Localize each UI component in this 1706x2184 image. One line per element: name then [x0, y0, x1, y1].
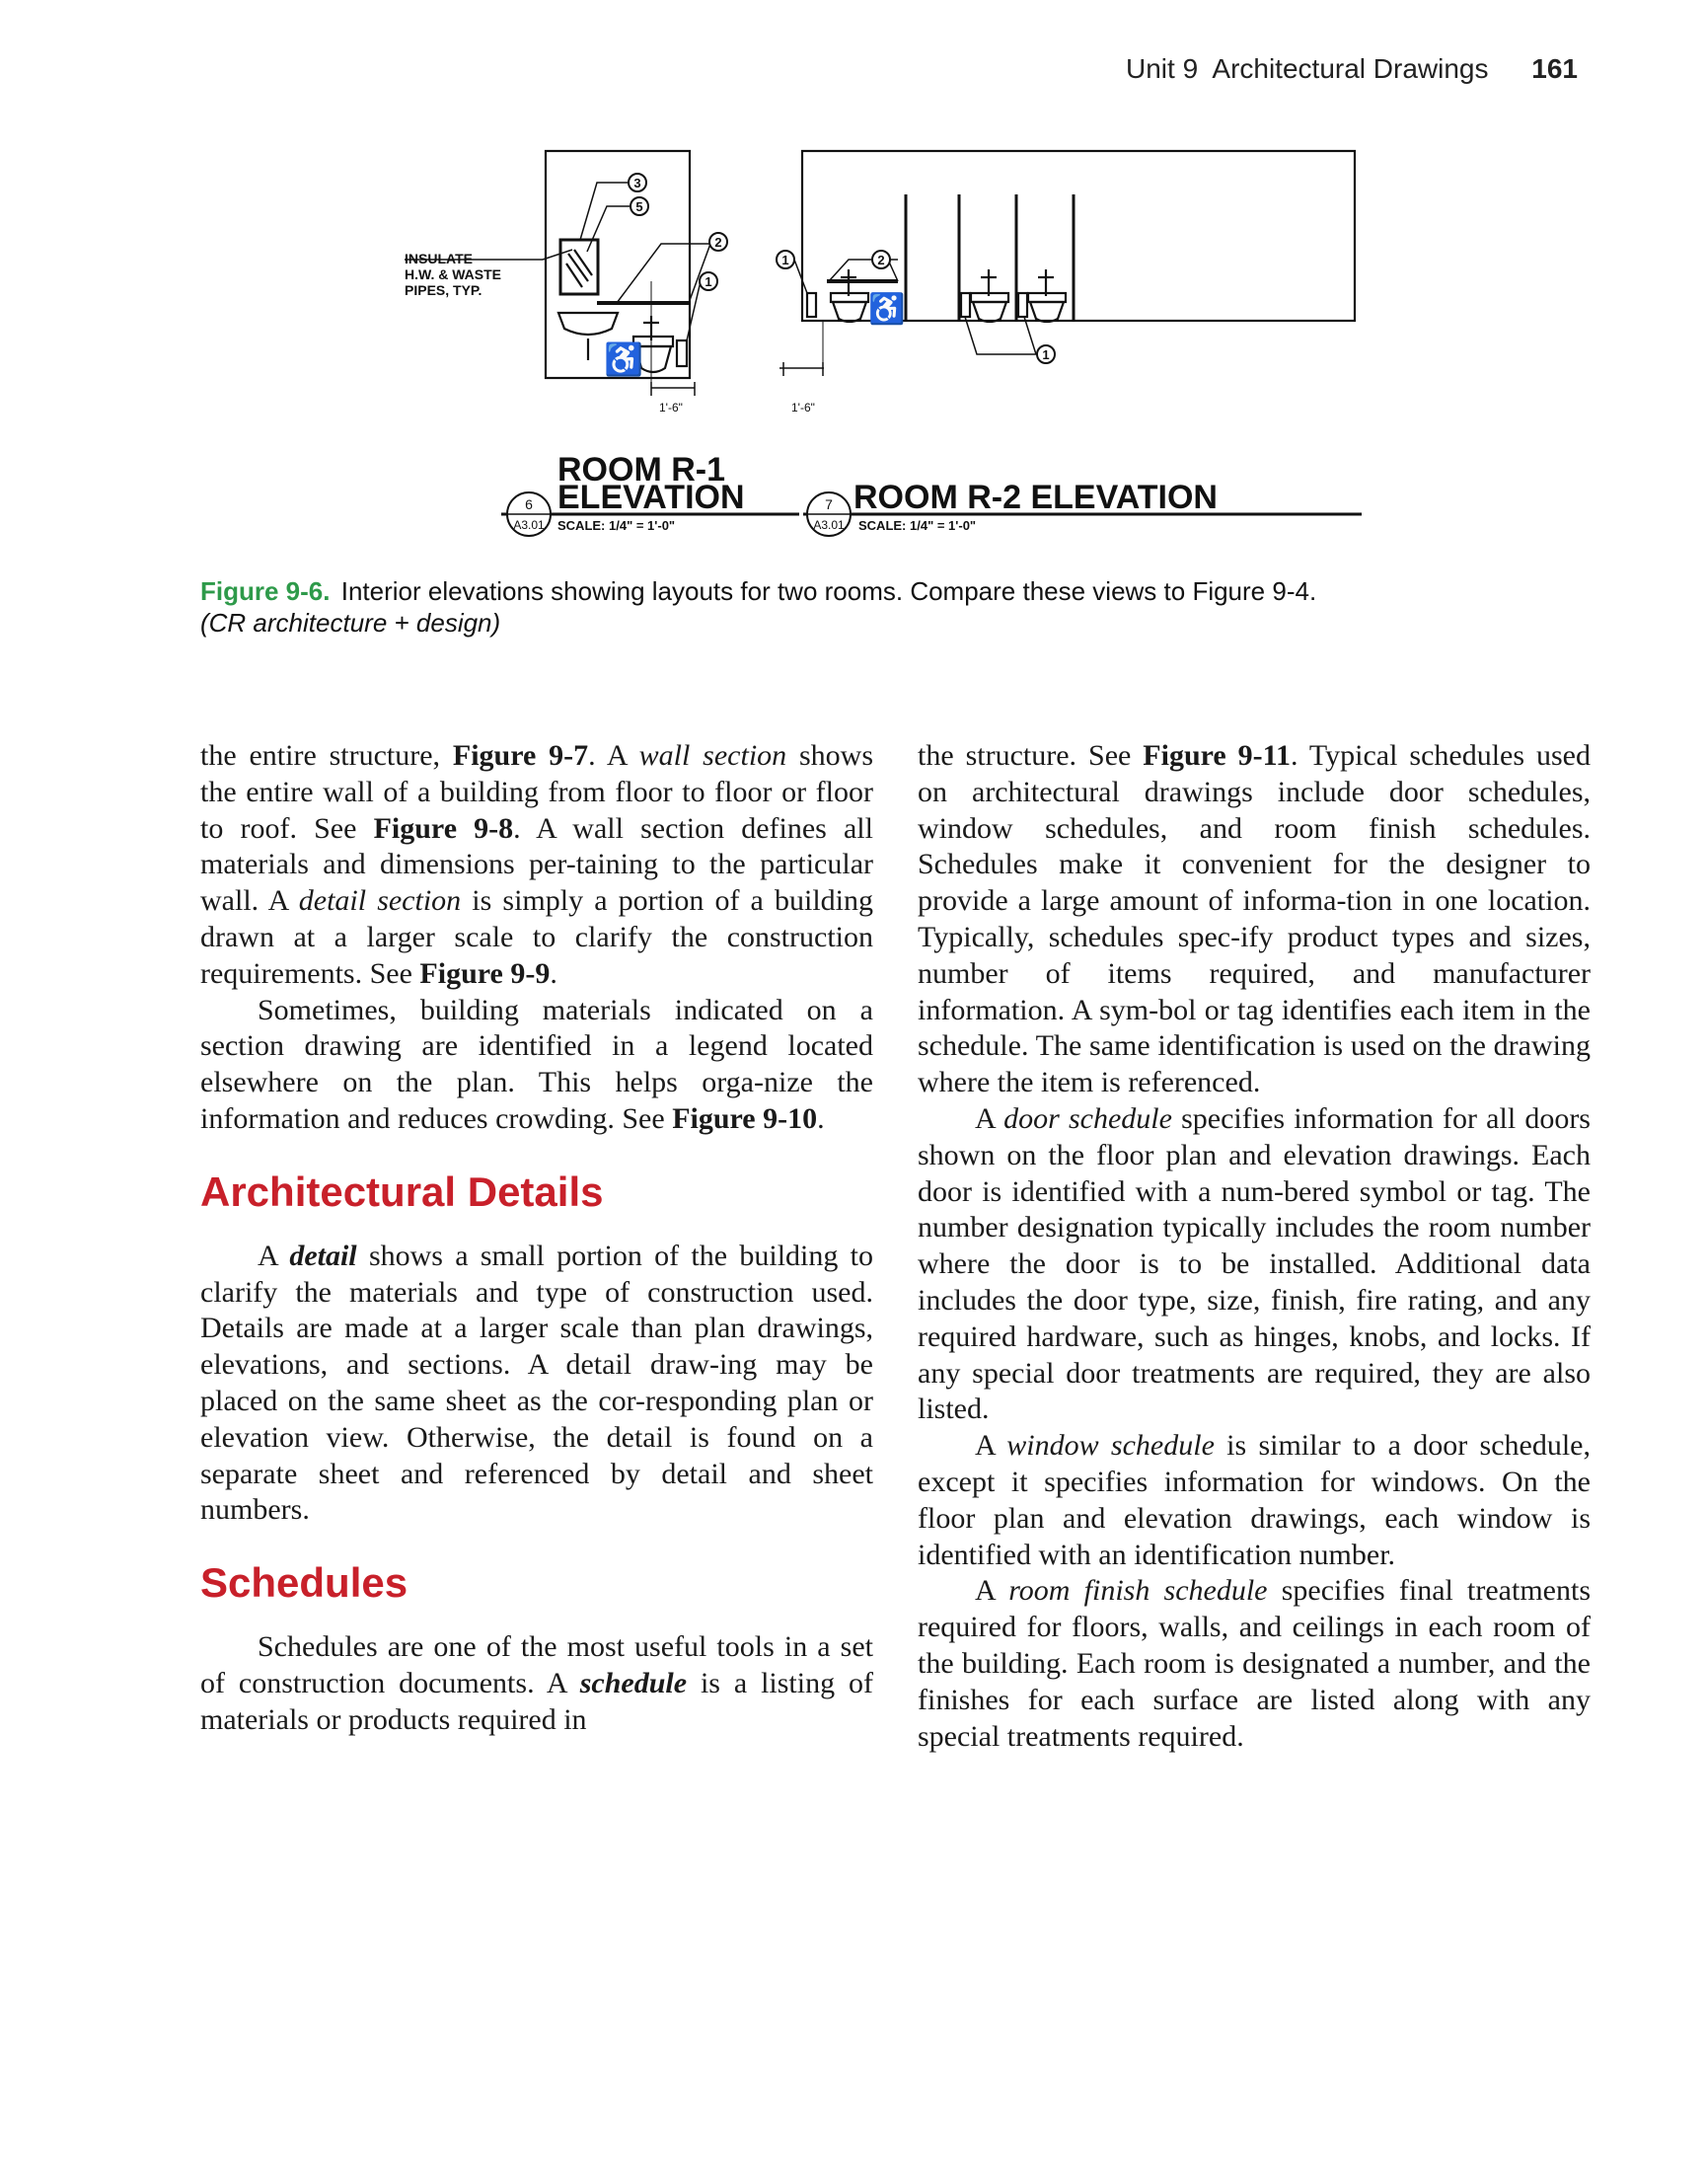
- heading-architectural-details: Architectural Details: [200, 1167, 604, 1215]
- dim-label-right: 1'-6": [791, 401, 815, 414]
- bubble-r1-num: 6: [525, 496, 533, 512]
- elevation-drawing: [385, 143, 1391, 548]
- figure-elevations: [385, 143, 1391, 548]
- bubble-r1-sheet: A3.01: [513, 518, 545, 532]
- caption-credit: (CR architecture + design): [200, 608, 501, 638]
- section-title: Architectural Drawings: [1212, 53, 1489, 84]
- term: detail section: [298, 884, 462, 918]
- note-line: INSULATE: [405, 251, 473, 266]
- paragraph: A window schedule is similar to a door schedule, except it specifies information for windows. On the floor plan and elevation drawings, each window is identified with an identification number.: [918, 1429, 1591, 1571]
- term: room finish schedule: [1008, 1574, 1268, 1608]
- figure-ref: Figure 9-9: [419, 956, 551, 990]
- page-number: 161: [1531, 53, 1578, 84]
- tag-1: 1: [781, 253, 789, 267]
- mirror: [560, 240, 598, 294]
- term: schedule: [579, 1666, 688, 1699]
- tag-2: 2: [714, 235, 722, 250]
- toilet-r2-b: [971, 269, 1008, 322]
- accessibility-icon: ♿: [868, 293, 906, 326]
- tag-3: 3: [633, 176, 641, 190]
- note-line: PIPES, TYP.: [405, 282, 482, 298]
- note-line: H.W. & WASTE: [405, 266, 501, 282]
- tag-2: 2: [877, 253, 885, 267]
- dim-label-left: 1'-6": [659, 401, 683, 414]
- right-column: [918, 738, 1591, 1755]
- figure-caption: [200, 575, 1522, 639]
- figure-number: Figure 9-6.: [200, 576, 331, 606]
- scale-r1: SCALE: 1/4" = 1'-0": [557, 518, 676, 533]
- paragraph: A detail shows a small portion of the building to clarify the materials and type of construction used. Details are made at a larger scale than plan drawings, elevations, and sections. A detail draw-ing may be placed on the same sheet as the cor-responding plan or elevation view. Otherwise, the detail is found on a separate sheet and referenced by detail and sheet numbers.: [200, 1239, 873, 1527]
- paragraph: the entire structure, Figure 9-7. A wall section shows the entire wall of a building from floor to floor or floor to roof. See Figure 9-8. A wall section defines all materials and dimensions per-taining to the particular wall. A detail section is simply a portion of a building drawn at a larger scale to clarify the construction requirements. See Figure 9-9.: [200, 739, 873, 990]
- paragraph: A door schedule specifies information for all doors shown on the floor plan and elevation drawings. Each door is identified with a num-bered symbol or tag. The number designation typically includes the room number where the door is to be installed. Additional data includes the door type, size, finish, fire rating, and any required hardware, such as hinges, knobs, and locks. If any special door treatments are required, they are also listed.: [918, 1101, 1591, 1426]
- title-r2: ROOM R-2 ELEVATION: [853, 479, 1218, 516]
- tag-1: 1: [1042, 347, 1050, 362]
- paragraph: the structure. See Figure 9-11. Typical schedules used on architectural drawings include door schedules, window schedules, and room finish schedules. Schedules make it convenient for the designer to provide a large amount of informa-tion in one location. Typically, schedules spec-ify product types and sizes, number of items required, and manufacturer information. A sym-bol or tag identifies each item in the schedule. The same identification is used on the drawing where the item is referenced.: [918, 739, 1591, 1099]
- title-r1-line1: ROOM R-1: [557, 451, 725, 489]
- figure-ref: Figure 9-10: [672, 1101, 818, 1135]
- tag-5: 5: [635, 199, 643, 214]
- caption-text: Interior elevations showing layouts for two rooms. Compare these views to Figure 9-4.: [340, 576, 1317, 606]
- paragraph: Sometimes, building materials indicated on a section drawing are identified in a legend located elsewhere on the plan. This helps orga-nize the information and reduces crowding. See Figure 9-10.: [200, 993, 873, 1135]
- figure-ref: Figure 9-11: [1143, 739, 1292, 772]
- figure-ref: Figure 9-7: [452, 739, 589, 772]
- scale-r2: SCALE: 1/4" = 1'-0": [858, 518, 977, 533]
- sink: [558, 313, 618, 335]
- term: door schedule: [1003, 1101, 1172, 1135]
- term: detail: [289, 1239, 357, 1272]
- accessibility-icon: ♿: [604, 341, 643, 377]
- paragraph: A room finish schedule specifies final treatments required for floors, walls, and ceilings in each room of the building. Each room is designated a number, and the finishes for each surface are listed along with any special treatments required.: [918, 1574, 1591, 1753]
- bubble-r2-sheet: A3.01: [813, 518, 845, 532]
- heading-schedules: Schedules: [200, 1559, 408, 1607]
- term: window schedule: [1006, 1429, 1215, 1463]
- running-head: [1126, 53, 1578, 85]
- toilet-r2-a: [831, 269, 868, 322]
- term: wall section: [638, 739, 787, 772]
- toilet-r2-c: [1028, 269, 1066, 322]
- paragraph: Schedules are one of the most useful tools in a set of construction documents. A schedule is a listing of materials or products required in: [200, 1630, 873, 1736]
- title-r1-line2: ELEVATION: [557, 479, 745, 516]
- bubble-r2-num: 7: [825, 496, 833, 512]
- tag-1: 1: [705, 274, 712, 289]
- unit-label: Unit 9: [1126, 53, 1199, 84]
- figure-ref: Figure 9-8: [373, 811, 514, 845]
- left-column: [200, 738, 873, 1739]
